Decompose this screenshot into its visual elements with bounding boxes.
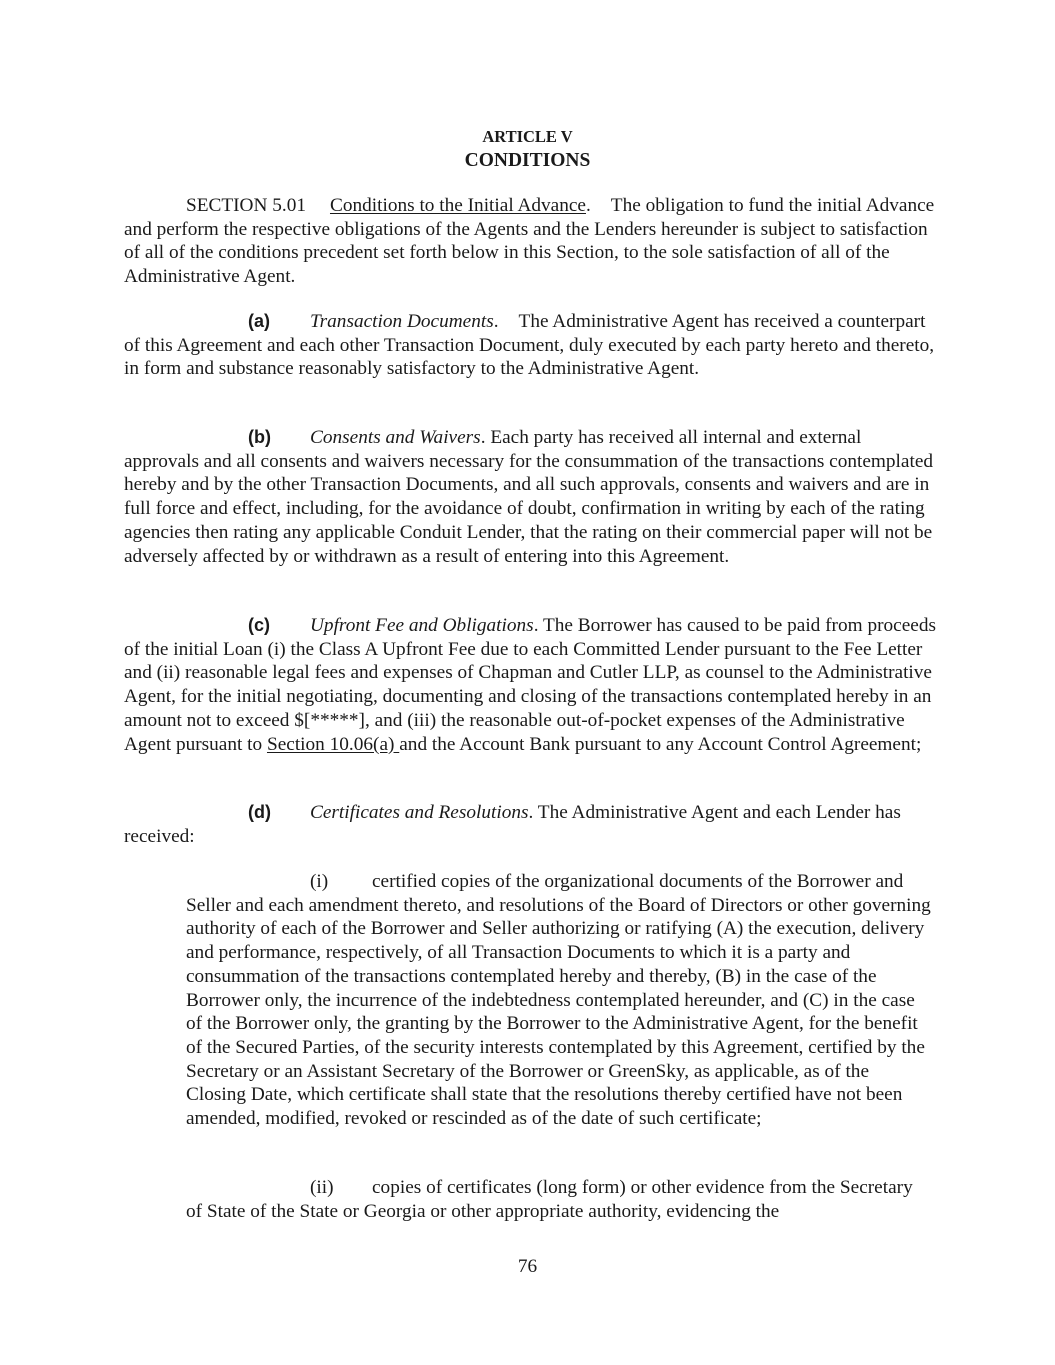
- paragraph-a: (a) Transaction Documents. The Administrative Agent has received a counterpart of this Agreement and each other Transaction Document, duly executed by each party hereto and thereto, in form and substance reasonably satisfactory to the Administrative Agent.: [124, 311, 935, 380]
- paragraph-a-heading: Transaction Documents: [310, 311, 494, 332]
- paragraph-d-ii: [186, 1176, 931, 1223]
- paragraph-d-label: (d): [248, 802, 271, 822]
- paragraph-d-i: [186, 870, 931, 1131]
- paragraph-b-body: . Each party has received all internal and external approvals and all consents and waivers necessary for the consummation of the transactions contemplated hereby and by the other Transaction Documents, and all such approvals, consents and waivers and are in full force and effect, including, for the avoidance of doubt, confirmation in writing by each of the rating agencies then rating any applicable Conduit Lender, that the rating on their commercial paper will not be adversely affected by or withdrawn as a result of entering into this Agreement.: [124, 427, 934, 567]
- paragraph-b-heading: Consents and Waivers: [310, 427, 481, 448]
- paragraph-b-label: (b): [248, 427, 271, 447]
- paragraph-d-i-body: certified copies of the organizational documents of the Borrower and Seller and each amendment thereto, and resolutions of the Board of Directors or other governing authority of each of the Borrower and Seller authorizing or ratifying (A) the execution, delivery and performance, respectively, of all Transaction Documents to which it is a party and consummation of the transactions contemplated hereby and thereby, (B) in the case of the Borrower only, the incurrence of the indebtedness contemplated hereunder, and (C) in the case of the Borrower only, the granting by the Borrower to the Administrative Agent, for the benefit of the Secured Parties, of the security interests contemplated by this Agreement, certified by the Secretary or an Assistant Secretary of the Borrower or GreenSky, as applicable, as of the Closing Date, which certificate shall state that the resolutions thereby certified have not been amended, modified, revoked or rescinded as of the date of such certificate;: [186, 871, 931, 1130]
- paragraph-d-heading: Certificates and Resolutions: [310, 802, 529, 823]
- paragraph-d-ii-label: (ii): [310, 1177, 334, 1198]
- paragraph-c-body-end: and the Account Bank pursuant to any Account Control Agreement;: [399, 733, 922, 755]
- paragraph-d: [124, 801, 936, 848]
- section-number: SECTION 5.01: [186, 195, 306, 216]
- page-number: 76: [517, 1256, 538, 1277]
- section-heading: Conditions to the Initial Advance: [329, 195, 586, 216]
- paragraph-d-ii-body: copies of certificates (long form) or other evidence from the Secretary of State of the State or Georgia or other appropriate authority, evidencing the: [186, 1177, 913, 1222]
- paragraph-c-heading: Upfront Fee and Obligations: [310, 615, 534, 636]
- paragraph-d-i-label: (i): [310, 871, 329, 892]
- paragraph-c-body: . The Borrower has caused to be paid from proceeds of the initial Loan (i) the Class A Upfront Fee due to each Committed Lender pursuant to the Fee Letter and (ii) reasonable legal fees and expenses of Chapman and Cutler LLP, as counsel to the Administrative Agent, for the initial negotiating, documenting and closing of the transactions contemplated hereby in an amount not to exceed $[*****], and (iii) the reasonable out-of-pocket expenses of the Administrative Agent pursuant to: [124, 615, 936, 755]
- section-10-06a-reference: Section 10.06(a): [266, 733, 400, 755]
- paragraph-d-body: . The Administrative Agent and each Lender has received:: [124, 802, 901, 847]
- paragraph-a-label: (a): [248, 311, 270, 331]
- article-number: ARTICLE V: [482, 127, 573, 146]
- paragraph-b: [124, 426, 936, 568]
- paragraph-c-label: (c): [248, 615, 270, 635]
- article-title: CONDITIONS: [464, 150, 591, 171]
- paragraph-a-body: The Administrative Agent has received a counterpart of this Agreement and each other Transaction Document, duly executed by each party hereto and thereto, in form and substance reasonably satisfactory to the Administrative Agent.: [124, 311, 935, 380]
- section-body: The obligation to fund the initial Advance and perform the respective obligations of the Agents and the Lenders hereunder is subject to satisfaction of all of the conditions precedent set forth below in this Section, to the sole satisfaction of all of the Administrative Agent.: [124, 195, 935, 288]
- paragraph-c: [124, 614, 936, 756]
- section-5-01-paragraph: SECTION 5.01 Conditions to the Initial Advance. The obligation to fund the initial Advance and perform the respective obligations of the Agents and the Lenders hereunder is subject to satisfaction of all of the conditions precedent set forth below in this Section, to the sole satisfaction of all of the Administrative Agent.: [124, 195, 935, 288]
